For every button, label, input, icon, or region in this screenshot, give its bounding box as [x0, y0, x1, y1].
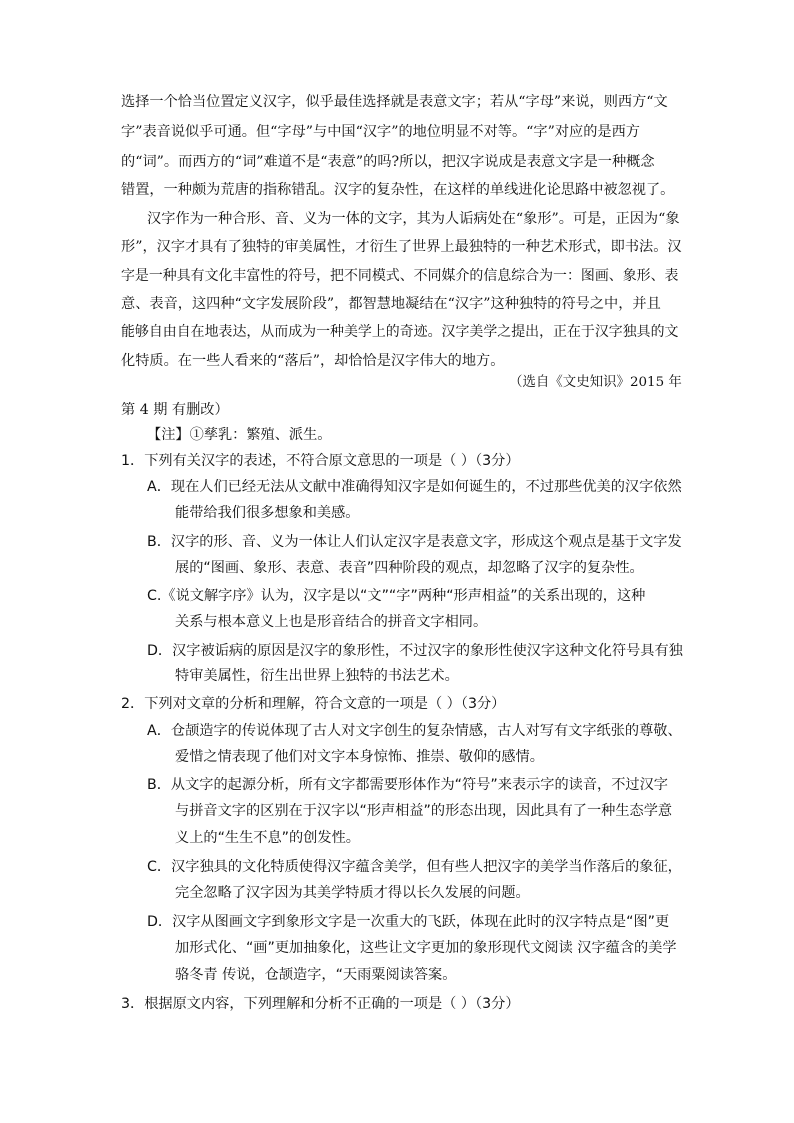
- source-citation: （选自《文史知识》2015 年: [509, 375, 682, 390]
- question-2-option-b-line2: 与拼音文字的区别在于汉字以“形声相益”的形态出现，因此具有了一种生态学意: [175, 803, 673, 819]
- passage-p2-line6: 化特质。在一些人看来的“落后”，却恰恰是汉字伟大的地方。: [121, 353, 505, 369]
- question-2-option-d-line1: D．汉字从图画文字到象形文字是一次重大的飞跃，体现在此时的汉字特点是“图”更: [147, 914, 670, 930]
- passage-p2-line1: 汉字作为一种合形、音、义为一体的文字，其为人诟病处在“象形”。可是，正因为“象: [147, 211, 680, 227]
- passage-p2-line2: 形”，汉字才具有了独特的审美属性，才衍生了世界上最独特的一种艺术形式，即书法。汉: [121, 239, 682, 255]
- question-1-option-d-line2: 特审美属性，衍生出世界上独特的书法艺术。: [175, 668, 459, 684]
- passage-p1-line2: 字”表音说似乎可通。但“字母”与中国“汉字”的地位明显不对等。“字”对应的是西方: [121, 124, 640, 140]
- passage-p1-line4: 错置，一种颇为荒唐的指称错乱。汉字的复杂性，在这样的单线进化论思路中被忽视了。: [121, 182, 675, 198]
- question-1-option-b-line1: B．汉字的形、音、义为一体让人们认定汉字是表意文字，形成这个观点是基于文字发: [147, 534, 682, 550]
- passage-p1-line3: 的“词”。而西方的“词”难道不是“表意”的吗?所以，把汉字说成是表意文字是一种概念: [121, 154, 655, 170]
- question-2-option-a-line1: A．仓颉造字的传说体现了古人对文字创生的复杂情感，古人对写有文字纸张的尊敬、: [147, 723, 682, 739]
- passage-p1-line1: 选择一个恰当位置定义汉字，似乎最佳选择就是表意文字；若从“字母”来说，则西方“文: [121, 94, 668, 110]
- question-3-stem: 3．根据原文内容，下列理解和分析不正确的一项是（ ）（3分）: [121, 996, 520, 1012]
- annotation-note: 【注】①孳乳：繁殖、派生。: [147, 427, 332, 443]
- source-issue: 第 4 期 有删改）: [121, 402, 229, 418]
- question-2-option-b-line1: B．从文字的起源分析，所有文字都需要形体作为“符号”来表示字的读音，不过汉字: [147, 777, 668, 793]
- passage-p2-line4: 意、表音，这四种“文字发展阶段”，都智慧地凝结在“汉字”这种独特的符号之中，并且: [121, 296, 661, 312]
- question-2-option-c-line2: 完全忽略了汉字因为其美学特质才得以长久发展的问题。: [175, 885, 530, 901]
- question-2-option-c-line1: C．汉字独具的文化特质使得汉字蕴含美学，但有些人把汉字的美学当作落后的象征，: [147, 859, 682, 875]
- passage-p2-line3: 字是一种具有文化丰富性的符号，把不同模式、不同媒介的信息综合为一：图画、象形、表: [121, 268, 679, 284]
- passage-p2-line5: 能够自由自在地表达，从而成为一种美学上的奇迹。汉字美学之提出，正在于汉字独具的文: [121, 324, 679, 340]
- question-2-option-d-line3: 骆冬青 传说，仓颉造字，“天雨粟阅读答案。: [175, 967, 457, 983]
- question-2-option-b-line3: 义上的“生生不息”的创发性。: [175, 830, 360, 846]
- question-2-option-a-line2: 爱惜之情表现了他们对文字本身惊怖、推崇、敬仰的感情。: [175, 749, 544, 765]
- question-1-option-a-line2: 能带给我们很多想象和美感。: [175, 505, 360, 521]
- question-1-option-d-line1: D．汉字被诟病的原因是汉字的象形性，不过汉字的象形性使汉字这种文化符号具有独: [147, 643, 683, 659]
- question-1-option-a-line1: A．现在人们已经无法从文献中准确得知汉字是如何诞生的，不过那些优美的汉字依然: [147, 479, 682, 495]
- question-2-option-d-line2: 加形式化、“画”更加抽象化，这些让文字更加的象形现代文阅读 汉字蕴含的美学: [175, 940, 677, 956]
- question-1-option-c-line1: C.《说文解字序》认为，汉字是以“文”“字”两种“形声相益”的关系出现的，这种: [147, 588, 646, 604]
- question-1-option-b-line2: 展的“图画、象形、表意、表音”四种阶段的观点，却忽略了汉字的复杂性。: [175, 560, 644, 576]
- question-1-stem: 1．下列有关汉字的表述，不符合原文意思的一项是（ ）（3分）: [121, 453, 520, 469]
- question-2-stem: 2．下列对文章的分析和理解，符合文意的一项是（ ）（3分）: [121, 696, 506, 712]
- question-1-option-c-line2: 关系与根本意义上也是形音结合的拼音文字相同。: [175, 614, 488, 630]
